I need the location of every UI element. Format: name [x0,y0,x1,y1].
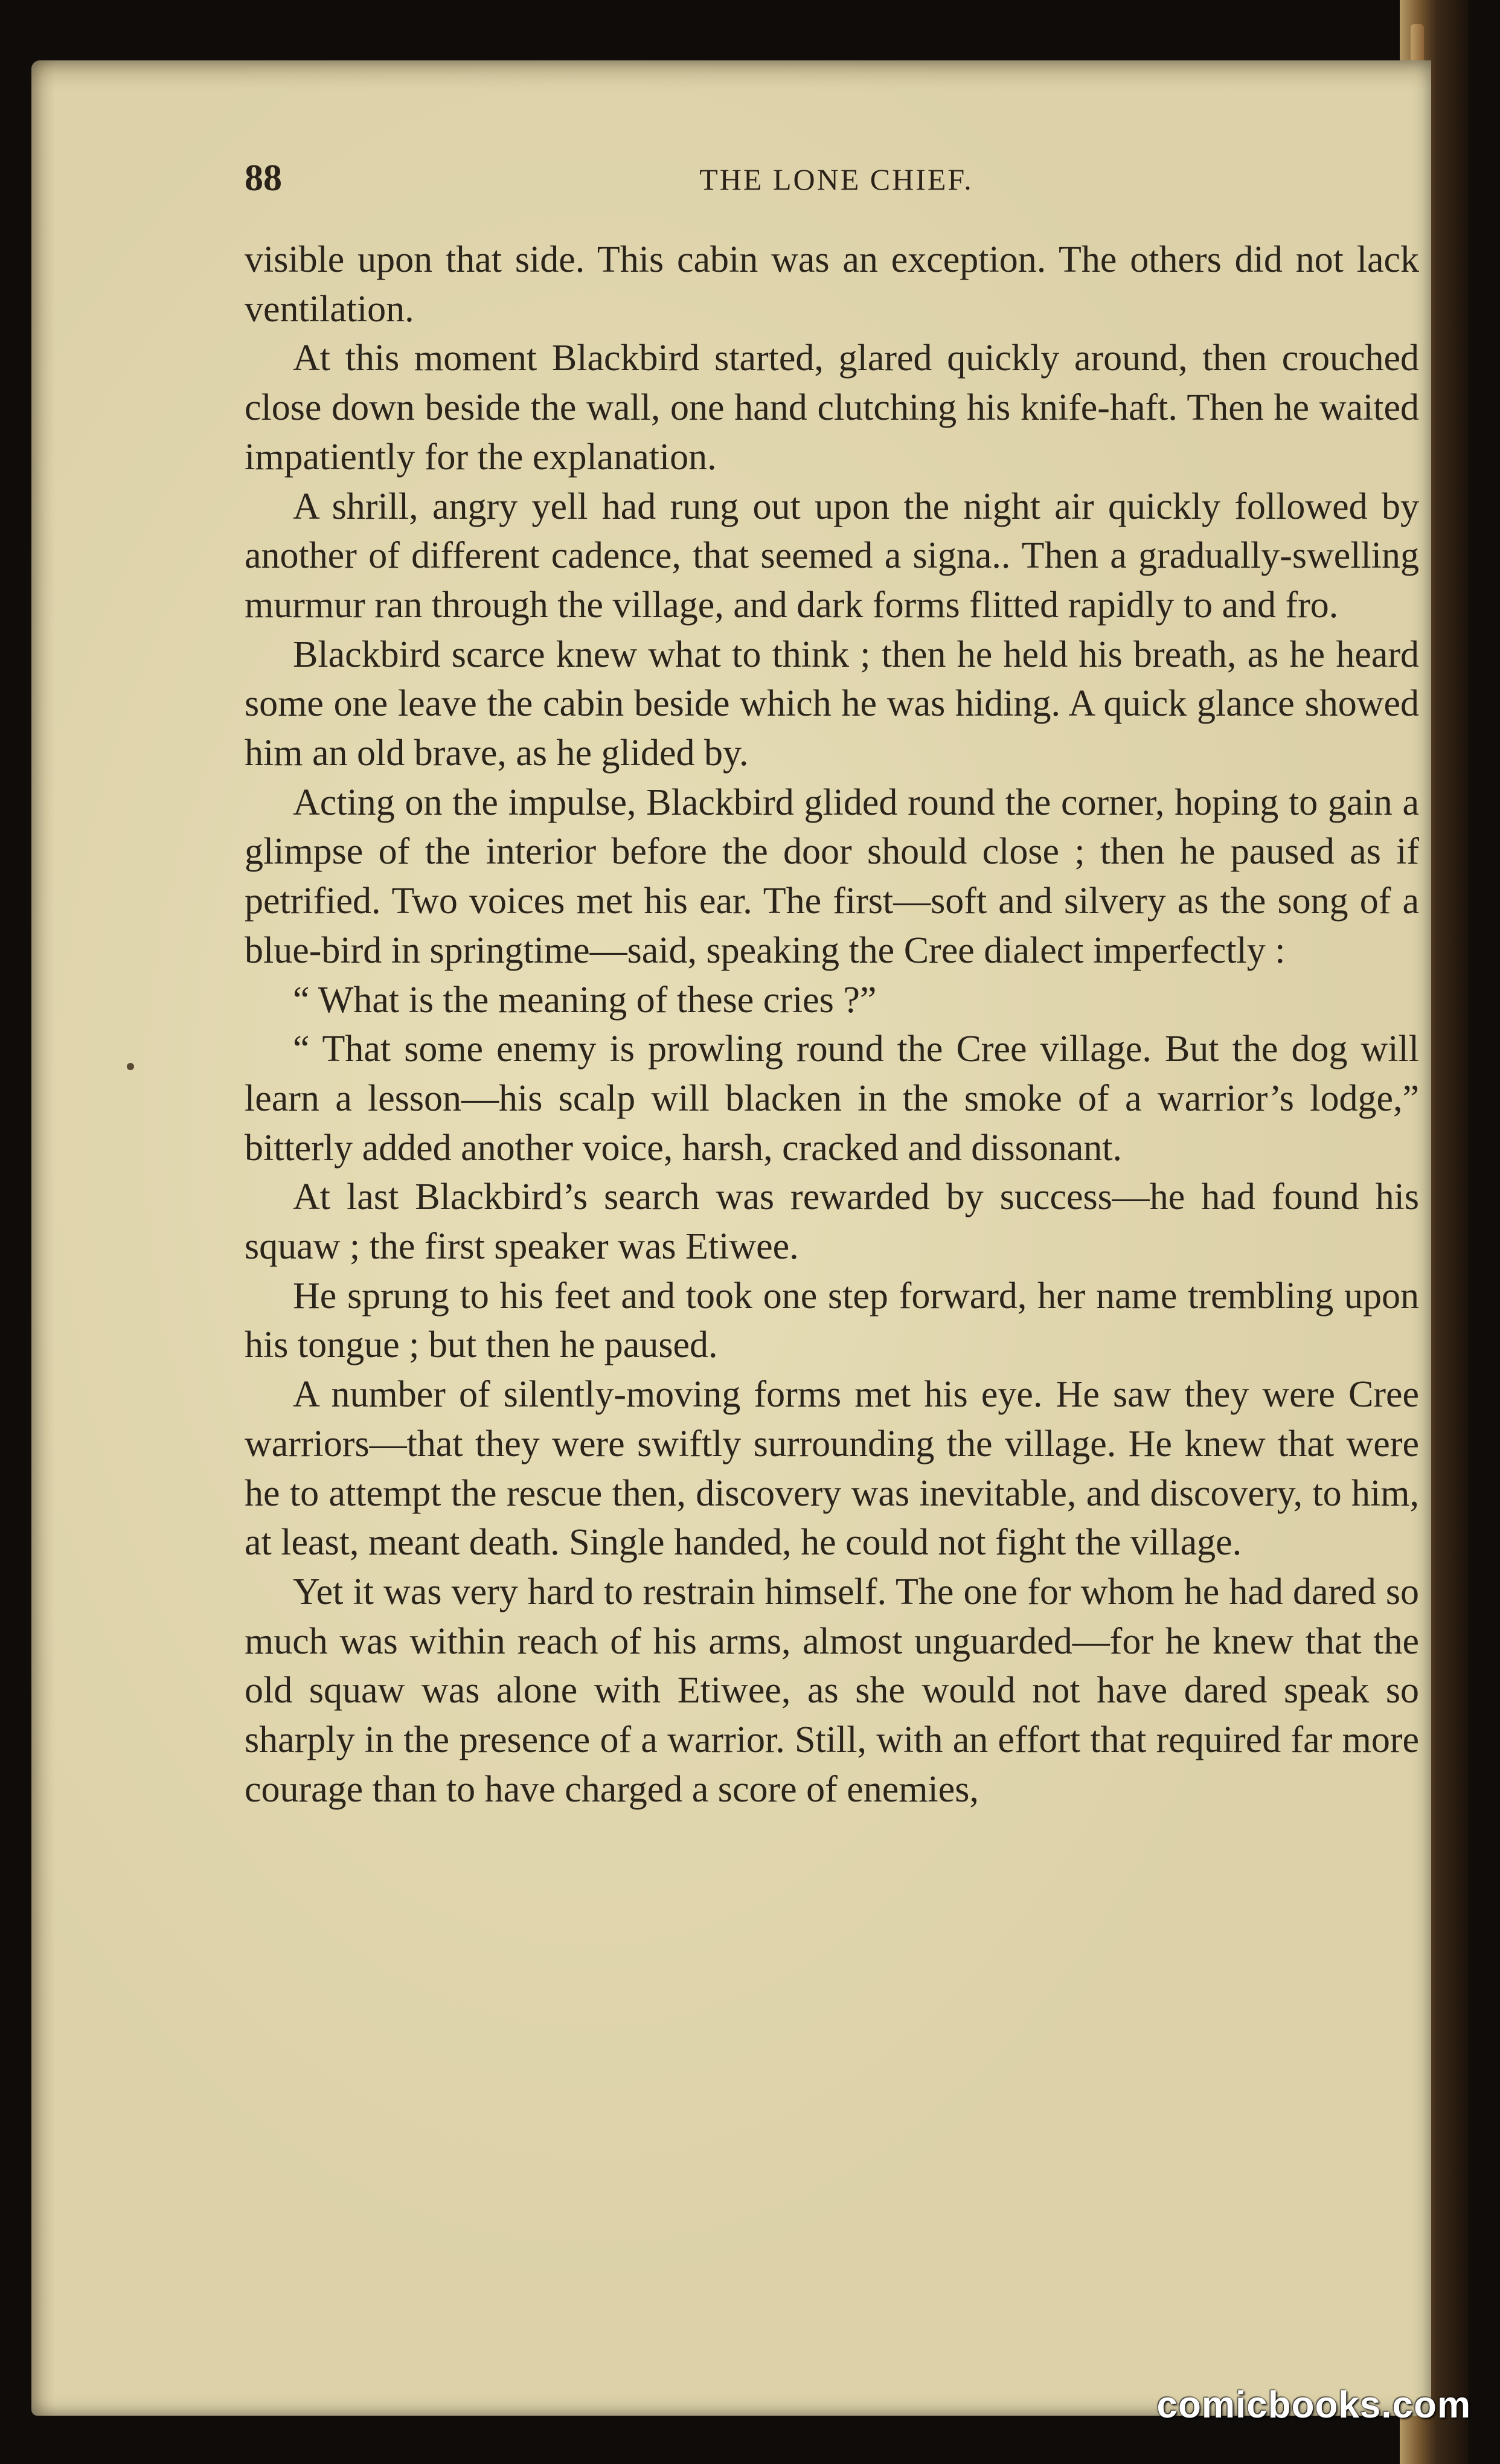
paragraph: Acting on the impulse, Blackbird glided round the corner, hoping to gain a glimpse of the interior before the door should close ; then he paused as if petrified. Two voices met his ear. The first—soft and silvery as the song of a blue-bird in springtime—said, speaking the Cree dialect imperfectly : [245,781,1419,971]
paragraph: Yet it was very hard to restrain himself. The one for whom he had dared so much was within reach of his arms, almost unguarded—for he knew that the old squaw was alone with Etiwee, as she would not have dared speak so sharply in the presence of a warrior. Still, with an effort that required far more courage than to have charged a score of enemies, [245,1571,1419,1810]
paragraph: A number of silently-moving forms met his eye. He saw they were Cree warriors—that they were swiftly surrounding the village. He knew that were he to attempt the rescue then, discovery was inevitable, and discovery, to him, at least, meant death. Single handed, he could not fight the village. [245,1374,1419,1564]
ink-speck [127,1063,134,1070]
site-watermark: comicbooks.com [1156,2384,1471,2426]
paragraph: Blackbird scarce knew what to think ; then he held his breath, as he heard some one leave the cabin beside which he was hiding. A quick glance showed him an old brave, as he glided by. [245,634,1419,774]
paragraph: At last Blackbird’s search was rewarded by success—he had found his squaw ; the first speaker was Etiwee. [245,1176,1419,1268]
paragraph: At this moment Blackbird started, glared quickly around, then crouched close down beside the wall, one hand clutching his knife-haft. Then he waited impatiently for the explanation. [245,338,1419,478]
body-text [245,236,1419,1815]
paragraph: He sprung to his feet and took one step forward, her name trembling upon his tongue ; but then he paused. [245,1275,1419,1366]
running-head: THE LONE CHIEF. [699,162,973,196]
page-number: 88 [245,158,282,199]
paragraph: “ That some enemy is prowling round the Cree village. But the dog will learn a lesson—his scalp will blacken in the smoke of a warrior’s lodge,” bitterly added another voice, harsh, cracked and dissonant. [245,1028,1419,1169]
page-header [245,157,1428,205]
paragraph: “ What is the meaning of these cries ?” [293,979,877,1021]
paragraph: visible upon that side. This cabin was an exception. The others did not lack ventilation. [245,239,1419,330]
paragraph: A shrill, angry yell had rung out upon the night air quickly followed by another of different cadence, that seemed a signa.. Then a gradually-swelling murmur ran through the village, and dark forms flitted rapidly to and fro. [245,486,1419,626]
